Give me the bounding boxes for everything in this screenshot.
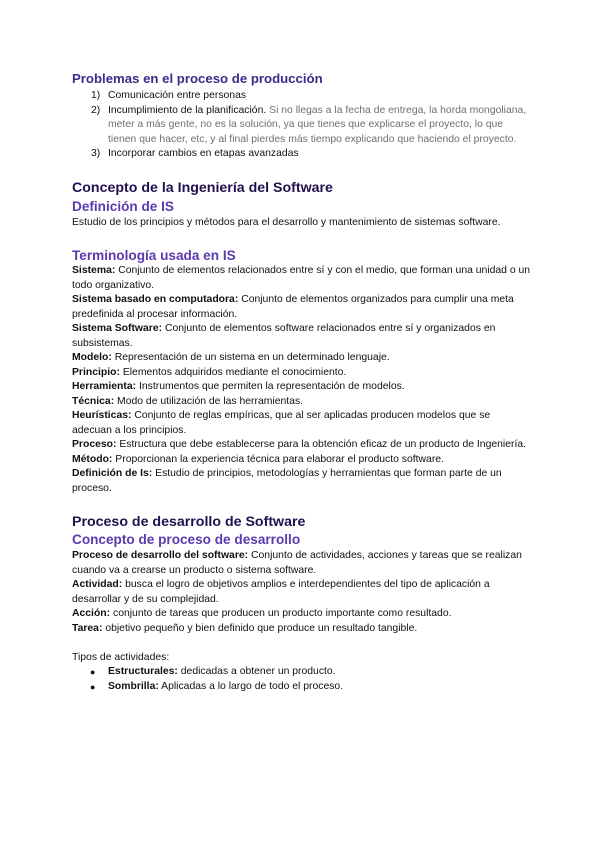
term-label: Herramienta: bbox=[72, 381, 137, 392]
list-item bbox=[72, 104, 532, 148]
bullet-icon: ● bbox=[90, 681, 96, 692]
bullet-item bbox=[72, 665, 532, 680]
term-entry bbox=[72, 578, 532, 607]
term-label: Sombrilla: bbox=[108, 680, 159, 692]
term-label: Modelo: bbox=[72, 352, 112, 363]
term-definition: objetivo pequeño y bien definido que produce un resultado tangible. bbox=[105, 622, 418, 634]
term-entry bbox=[72, 264, 532, 293]
term-label: Proceso de desarrollo del software: bbox=[72, 550, 249, 561]
term-definition: Conjunto de elementos software relacionados entre sí y organizados en subsistemas. bbox=[72, 323, 496, 349]
problemas-list bbox=[72, 89, 532, 162]
list-item-text: Incorporar cambios en etapas avanzadas bbox=[108, 148, 299, 159]
list-item-text: Comunicación entre personas bbox=[108, 90, 247, 101]
bullet-item bbox=[72, 680, 532, 695]
term-entry bbox=[72, 438, 532, 453]
term-label: Sistema basado en computadora: bbox=[72, 294, 239, 305]
term-entry bbox=[72, 380, 532, 395]
term-label: Método: bbox=[72, 453, 113, 465]
list-item-text: Incumplimiento de la planificación. bbox=[108, 104, 267, 116]
document-page bbox=[72, 70, 532, 694]
term-label: Definición de Is: bbox=[72, 468, 153, 479]
term-entry bbox=[72, 351, 532, 366]
definicion-text: Estudio de los principios y métodos para el desarrollo y mantenimiento de sistemas software. bbox=[72, 216, 501, 228]
term-definition: Representación de un sistema en un determinado lenguaje. bbox=[114, 352, 390, 363]
list-number: 3) bbox=[91, 148, 101, 159]
terminologia-list bbox=[72, 264, 532, 496]
term-definition: Conjunto de reglas empíricas, que al ser aplicadas producen modelos que se adecuan a los principios. bbox=[72, 410, 491, 436]
tipos-intro: Tipos de actividades: bbox=[72, 651, 170, 663]
term-label: Sistema: bbox=[72, 265, 116, 276]
list-number: 2) bbox=[91, 104, 101, 116]
term-definition: Elementos adquiridos mediante el conocimiento. bbox=[122, 366, 347, 378]
list-item bbox=[72, 147, 532, 162]
term-label: Heurísticas: bbox=[72, 410, 132, 421]
term-entry bbox=[72, 409, 532, 438]
term-definition: dedicadas a obtener un producto. bbox=[180, 666, 336, 677]
term-definition: Conjunto de elementos organizados para cumplir una meta predefinida al procesar información. bbox=[72, 294, 514, 320]
term-entry bbox=[72, 293, 532, 322]
term-definition: Estudio de principios, metodologías y herramientas que forman parte de un proceso. bbox=[72, 468, 502, 494]
term-definition: conjunto de tareas que producen un producto importante como resultado. bbox=[113, 608, 452, 619]
heading-proceso-desarrollo: Proceso de desarrollo de Software bbox=[72, 514, 306, 530]
term-entry bbox=[72, 322, 532, 351]
term-definition: Conjunto de elementos relacionados entre sí y con el medio, que forman una unidad o un todo organizativo. bbox=[72, 265, 531, 291]
term-definition: Aplicadas a lo largo de todo el proceso. bbox=[161, 680, 344, 692]
heading-concepto-proceso: Concepto de proceso de desarrollo bbox=[72, 532, 301, 547]
term-entry bbox=[72, 366, 532, 381]
term-entry bbox=[72, 607, 532, 622]
term-label: Técnica: bbox=[72, 395, 115, 407]
term-entry bbox=[72, 467, 532, 496]
term-entry bbox=[72, 395, 532, 410]
tipos-list bbox=[72, 665, 532, 694]
term-definition: busca el logro de objetivos amplios e interdependientes del tipo de aplicación a desarrollar y de su complejidad. bbox=[72, 579, 490, 605]
heading-concepto-is: Concepto de la Ingeniería del Software bbox=[72, 179, 333, 196]
term-definition: Modo de utilización de las herramientas. bbox=[117, 395, 304, 407]
term-label: Sistema Software: bbox=[72, 323, 163, 334]
term-label: Actividad: bbox=[72, 579, 123, 590]
list-number: 1) bbox=[91, 90, 101, 101]
term-label: Acción: bbox=[72, 608, 111, 619]
proceso-terms bbox=[72, 549, 532, 636]
heading-terminologia: Terminología usada en IS bbox=[72, 248, 236, 263]
term-entry bbox=[72, 549, 532, 578]
term-definition: Conjunto de actividades, acciones y tareas que se realizan cuando va a crearse un producto o sistema software. bbox=[72, 550, 522, 576]
term-definition: Proporcionan la experiencia técnica para elaborar el producto software. bbox=[115, 453, 444, 465]
term-label: Proceso: bbox=[72, 439, 117, 450]
term-definition: Estructura que debe establecerse para la obtención eficaz de un producto de Ingeniería. bbox=[119, 439, 527, 450]
heading-problemas: Problemas en el proceso de producción bbox=[72, 71, 323, 86]
term-label: Principio: bbox=[72, 366, 120, 378]
term-label: Estructurales: bbox=[108, 666, 178, 677]
term-entry bbox=[72, 622, 532, 637]
list-item bbox=[72, 89, 532, 104]
term-label: Tarea: bbox=[72, 622, 103, 634]
term-entry bbox=[72, 453, 532, 468]
heading-definicion-is: Definición de IS bbox=[72, 198, 174, 214]
bullet-icon: ● bbox=[90, 667, 96, 677]
list-item-note: Si no llegas a la fecha de entrega, la horda mongoliana, meter a más gente, no es la solución, ya que tienes que explicarse el proyecto, lo que tienen que hacer, etc, y al final pierdes más tiempo explicando que haciendo el proyecto. bbox=[108, 104, 527, 145]
term-definition: Instrumentos que permiten la representación de modelos. bbox=[139, 381, 405, 392]
